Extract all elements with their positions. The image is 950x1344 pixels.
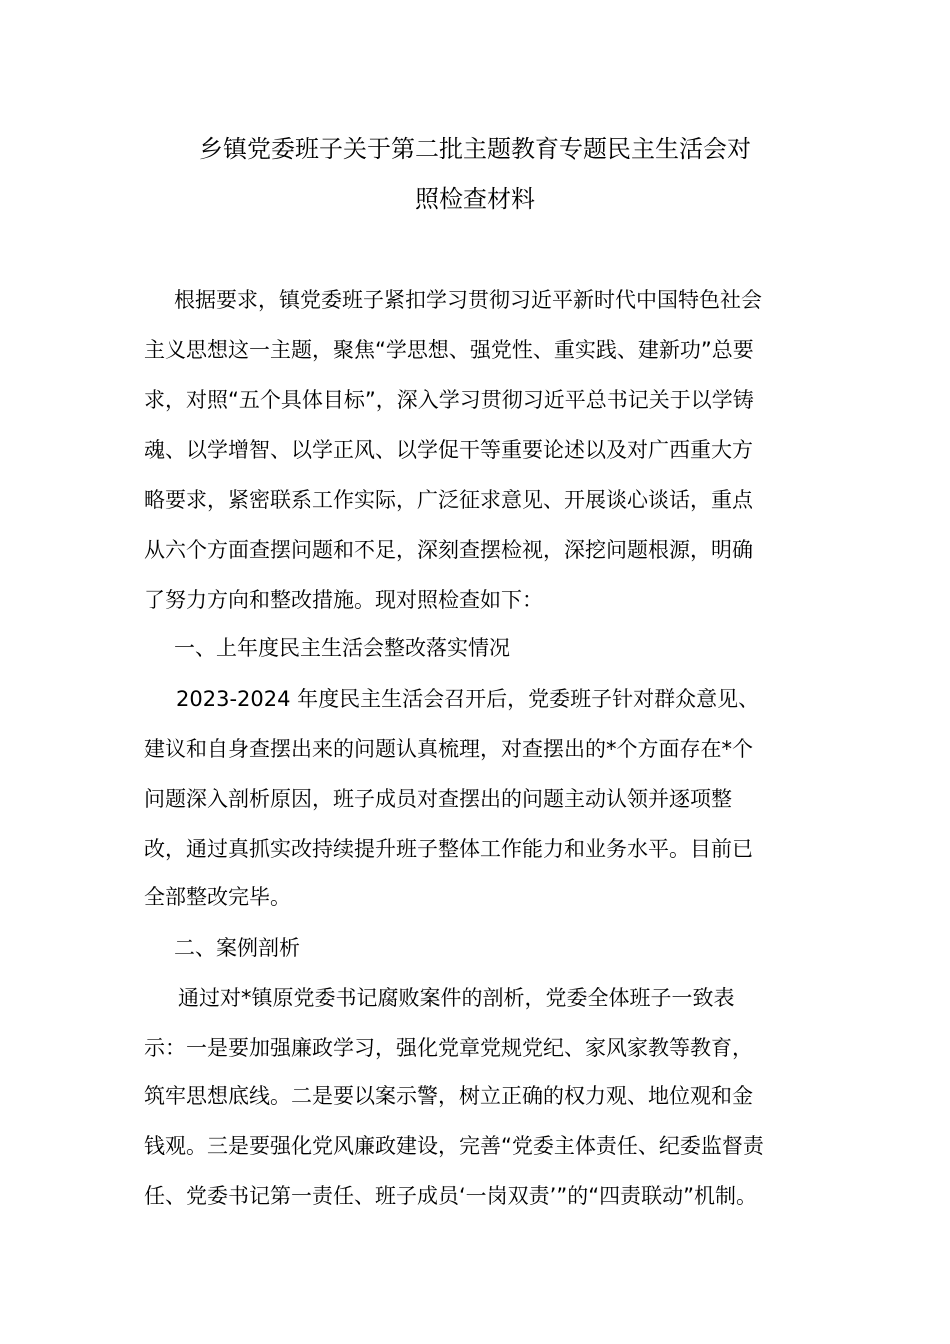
- paragraph-2-line-5: 全部整改完毕。: [144, 885, 291, 909]
- section-heading-2: 二、案例剖析: [174, 936, 300, 960]
- paragraph-1-line-4: 魂、以学增智、以学正风、以学促干等重要论述以及对广西重大方: [144, 438, 753, 462]
- paragraph-1-line-7: 了努力方向和整改措施。现对照检查如下：: [144, 588, 543, 612]
- paragraph-2-line-4: 改，通过真抓实改持续提升班子整体工作能力和业务水平。目前已: [144, 837, 753, 861]
- document-title-line-2: 照检查材料: [415, 185, 535, 213]
- paragraph-1-line-6: 从六个方面查摆问题和不足，深刻查摆检视，深挖问题根源，明确: [144, 538, 753, 562]
- section-heading-1: 一、上年度民主生活会整改落实情况: [174, 636, 510, 660]
- paragraph-1-line-1: 根据要求，镇党委班子紧扣学习贯彻习近平新时代中国特色社会: [174, 288, 762, 312]
- document-title-line-1: 乡镇党委班子关于第二批主题教育专题民主生活会对: [199, 135, 751, 163]
- paragraph-1-line-5: 略要求，紧密联系工作实际，广泛征求意见、开展谈心谈话，重点: [144, 488, 753, 512]
- paragraph-3-line-2: 示：一是要加强廉政学习，强化党章党规党纪、家风家教等教育，: [144, 1036, 753, 1060]
- paragraph-1-line-2: 主义思想这一主题，聚焦“学思想、强党性、重实践、建新功”总要: [144, 338, 754, 362]
- paragraph-3-line-4: 钱观。三是要强化党风廉政建设，完善“党委主体责任、纪委监督责: [144, 1134, 764, 1158]
- paragraph-3-line-3: 筑牢思想底线。二是要以案示警，树立正确的权力观、地位观和金: [144, 1084, 753, 1108]
- paragraph-2-line-2: 建议和自身查摆出来的问题认真梳理，对查摆出的*个方面存在*个: [144, 737, 753, 761]
- paragraph-2-line-1: 2023-2024 年度民主生活会召开后，党委班子针对群众意见、: [176, 687, 760, 711]
- paragraph-2-line-3: 问题深入剖析原因，班子成员对查摆出的问题主动认领并逐项整: [144, 787, 732, 811]
- paragraph-3-line-5: 任、党委书记第一责任、班子成员‘一岗双责’”的“四责联动”机制。: [144, 1184, 757, 1208]
- paragraph-1-line-3: 求，对照“五个具体目标”，深入学习贯彻习近平总书记关于以学铸: [144, 388, 754, 412]
- paragraph-3-line-1: 通过对*镇原党委书记腐败案件的剖析，党委全体班子一致表: [178, 986, 735, 1010]
